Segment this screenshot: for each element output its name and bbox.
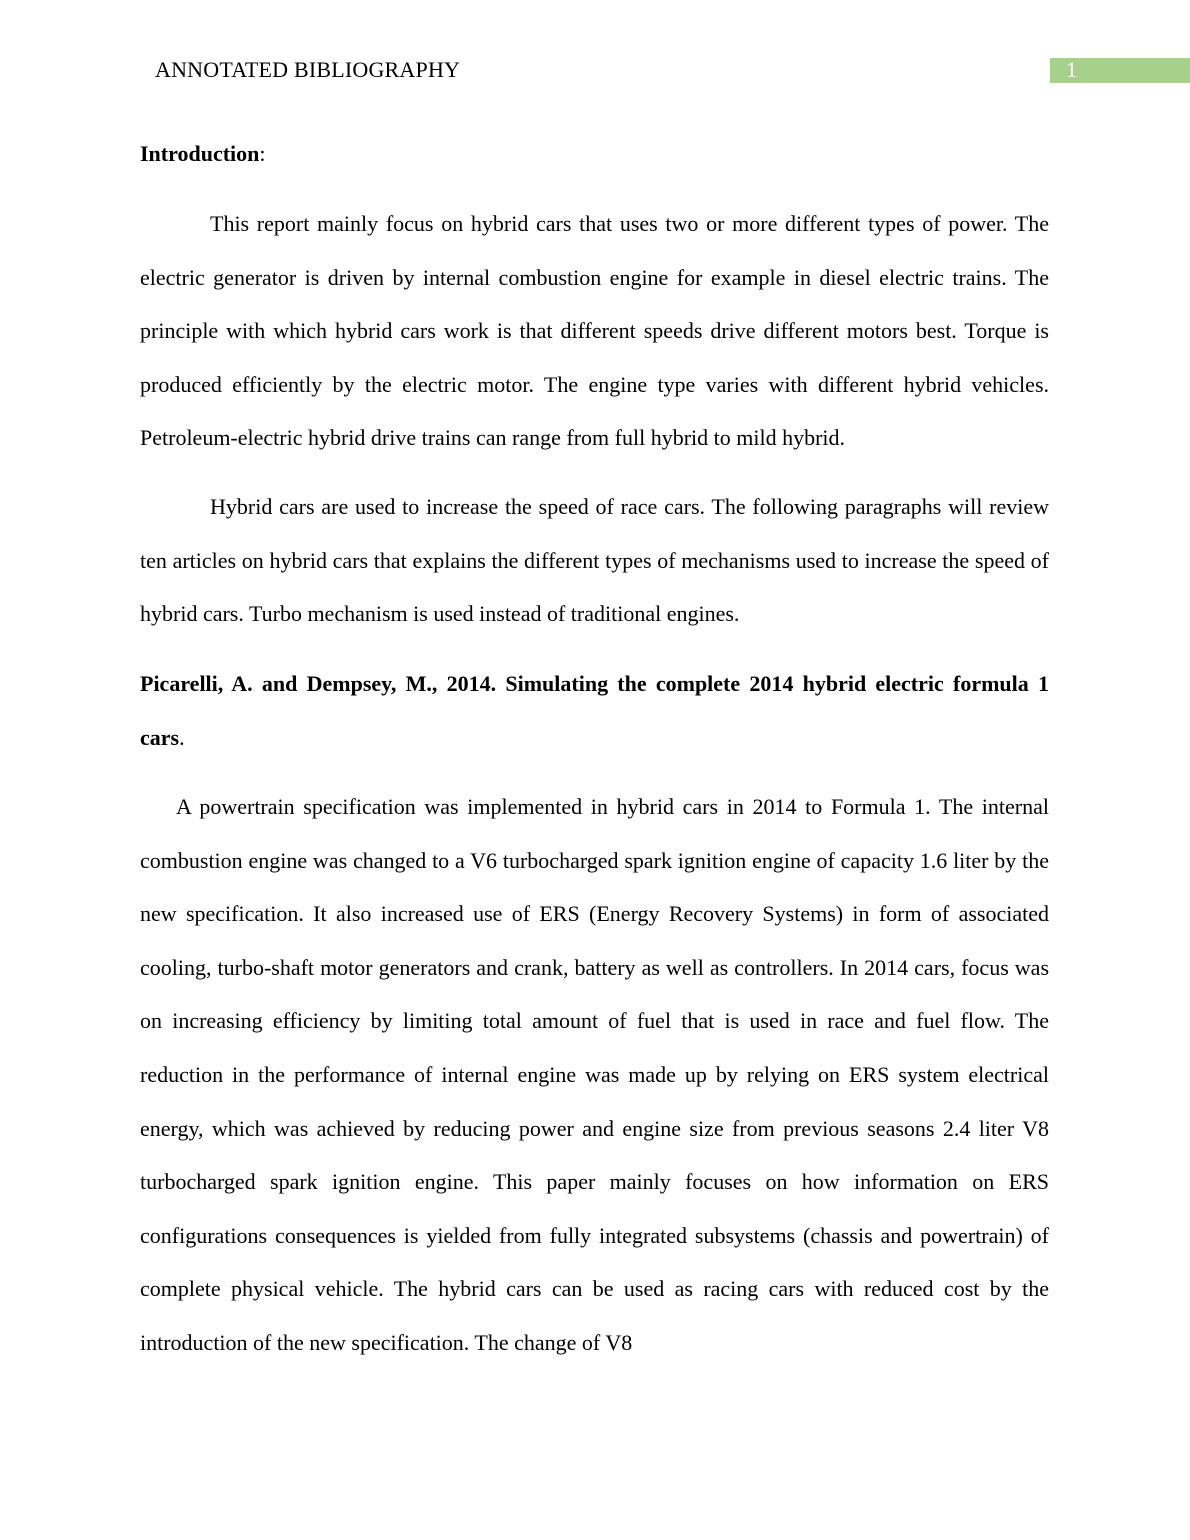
page-number-badge (1050, 58, 1190, 83)
reference-citation-period: . (179, 724, 185, 750)
reference-citation (140, 657, 1049, 764)
introduction-heading-text: Introduction (140, 141, 260, 166)
running-head: ANNOTATED BIBLIOGRAPHY (155, 57, 461, 82)
introduction-heading (140, 141, 266, 167)
reference-citation-text: Picarelli, A. and Dempsey, M., 2014. Simulating the complete 2014 hybrid electric formula 1 cars (140, 671, 1049, 750)
intro-paragraph-2: Hybrid cars are used to increase the speed of race cars. The following paragraphs will review ten articles on hybrid cars that explains the different types of mechanisms used to increase the speed of hybrid cars. Turbo mechanism is used instead of traditional engines. (140, 494, 1049, 627)
introduction-heading-colon: : (259, 141, 266, 166)
page-number: 1 (1066, 57, 1077, 82)
intro-paragraph-1: This report mainly focus on hybrid cars that uses two or more different types of power. The electric generator is driven by internal combustion engine for example in diesel electric trains. The principle with which hybrid cars work is that different speeds drive different motors best. Torque is produced efficiently by the electric motor. The engine type varies with different hybrid vehicles. Petroleum-electric hybrid drive trains can range from full hybrid to mild hybrid. (140, 211, 1049, 451)
reference-annotation: A powertrain specification was implemented in hybrid cars in 2014 to Formula 1. The internal combustion engine was changed to a V6 turbocharged spark ignition engine of capacity 1.6 liter by the new specification. It also increased use of ERS (Energy Recovery Systems) in form of associated cooling, turbo-shaft motor generators and crank, battery as well as controllers. In 2014 cars, focus was on increasing efficiency by limiting total amount of fuel that is used in race and fuel flow. The reduction in the performance of internal engine was made up by relying on ERS system electrical energy, which was achieved by reducing power and engine size from previous seasons 2.4 liter V8 turbocharged spark ignition engine. This paper mainly focuses on how information on ERS configurations consequences is yielded from fully integrated subsystems (chassis and powertrain) of complete physical vehicle. The hybrid cars can be used as racing cars with reduced cost by the introduction of the new specification. The change of V8 (140, 794, 1049, 1355)
